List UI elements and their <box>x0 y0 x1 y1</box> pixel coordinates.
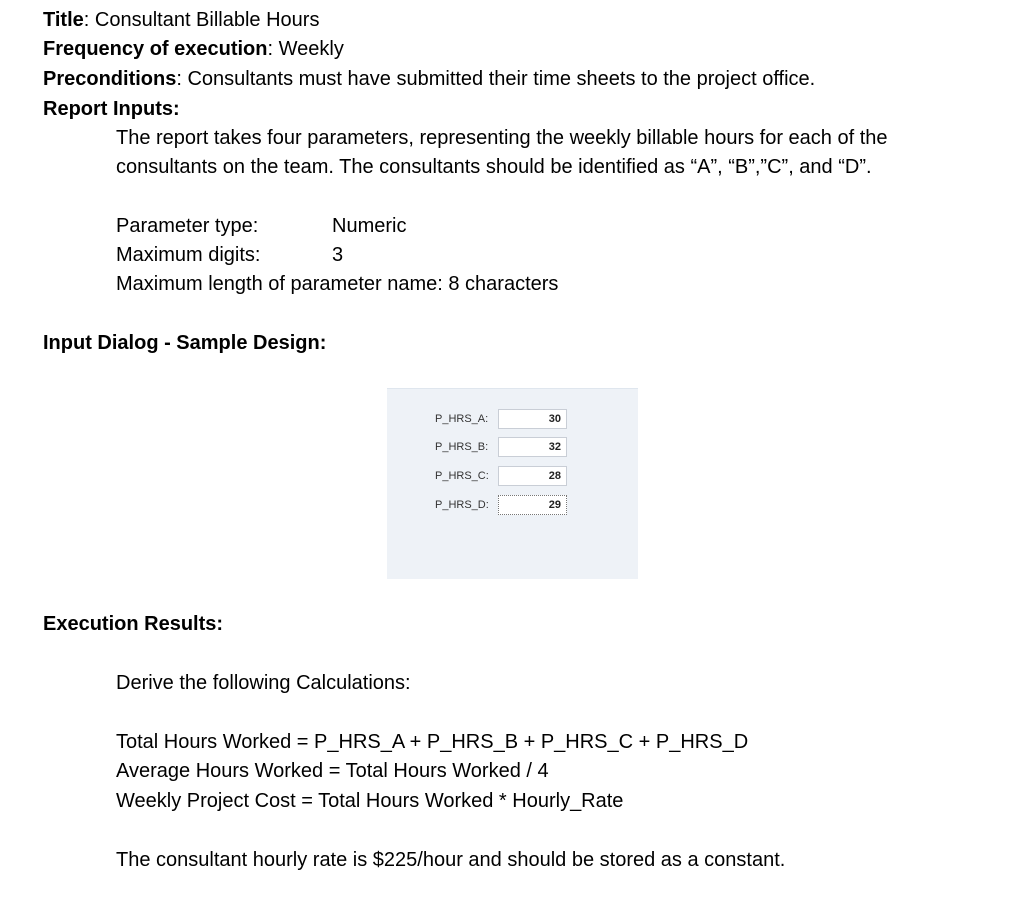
frequency-value: : Weekly <box>267 38 344 60</box>
p-hrs-b-input[interactable]: 32 <box>498 437 567 457</box>
p-hrs-d-input[interactable]: 29 <box>498 495 567 515</box>
title-line <box>43 8 319 32</box>
frequency-label: Frequency of execution <box>43 38 268 60</box>
formula-total-hours: Total Hours Worked = P_HRS_A + P_HRS_B + P_HRS_C + P_HRS_D <box>116 731 749 753</box>
preconditions-label: Preconditions <box>43 68 177 90</box>
description-line-1: The report takes four parameters, representing the weekly billable hours for each of the <box>116 127 888 149</box>
field-row-c <box>387 466 638 488</box>
max-name-length: Maximum length of parameter name: 8 characters <box>116 273 559 295</box>
field-label-a: P_HRS_A: <box>435 413 489 425</box>
max-digits-value: 3 <box>332 244 344 266</box>
calculations-intro: Derive the following Calculations: <box>116 672 411 694</box>
max-digits-label: Maximum digits: <box>116 244 261 266</box>
parameter-type-label: Parameter type: <box>116 215 259 237</box>
preconditions-value: : Consultants must have submitted their time sheets to the project office. <box>176 68 816 90</box>
field-row-a <box>387 409 638 431</box>
description-line-2: consultants on the team. The consultants should be identified as “A”, “B”,”C”, and “D”. <box>116 156 872 178</box>
p-hrs-c-input[interactable]: 28 <box>498 466 567 486</box>
parameter-type-row <box>116 214 516 238</box>
max-digits-row <box>116 243 516 267</box>
preconditions-line <box>43 67 815 91</box>
title-value: : Consultant Billable Hours <box>83 9 320 31</box>
formula-weekly-cost: Weekly Project Cost = Total Hours Worked * Hourly_Rate <box>116 790 624 812</box>
report-inputs-heading: Report Inputs: <box>43 98 180 120</box>
field-label-d: P_HRS_D: <box>435 499 489 511</box>
input-dialog <box>387 388 638 579</box>
hourly-rate-note: The consultant hourly rate is $225/hour and should be stored as a constant. <box>116 849 786 871</box>
field-row-d <box>387 495 638 517</box>
field-row-b <box>387 437 638 459</box>
title-label: Title <box>43 9 84 31</box>
formula-average-hours: Average Hours Worked = Total Hours Worked / 4 <box>116 760 549 782</box>
input-dialog-heading: Input Dialog - Sample Design: <box>43 332 327 354</box>
p-hrs-a-input[interactable]: 30 <box>498 409 567 429</box>
frequency-line <box>43 37 344 61</box>
report-inputs-description <box>116 124 996 182</box>
field-label-c: P_HRS_C: <box>435 470 489 482</box>
execution-results-heading: Execution Results: <box>43 613 224 635</box>
parameter-type-value: Numeric <box>332 215 407 237</box>
field-label-b: P_HRS_B: <box>435 441 489 453</box>
